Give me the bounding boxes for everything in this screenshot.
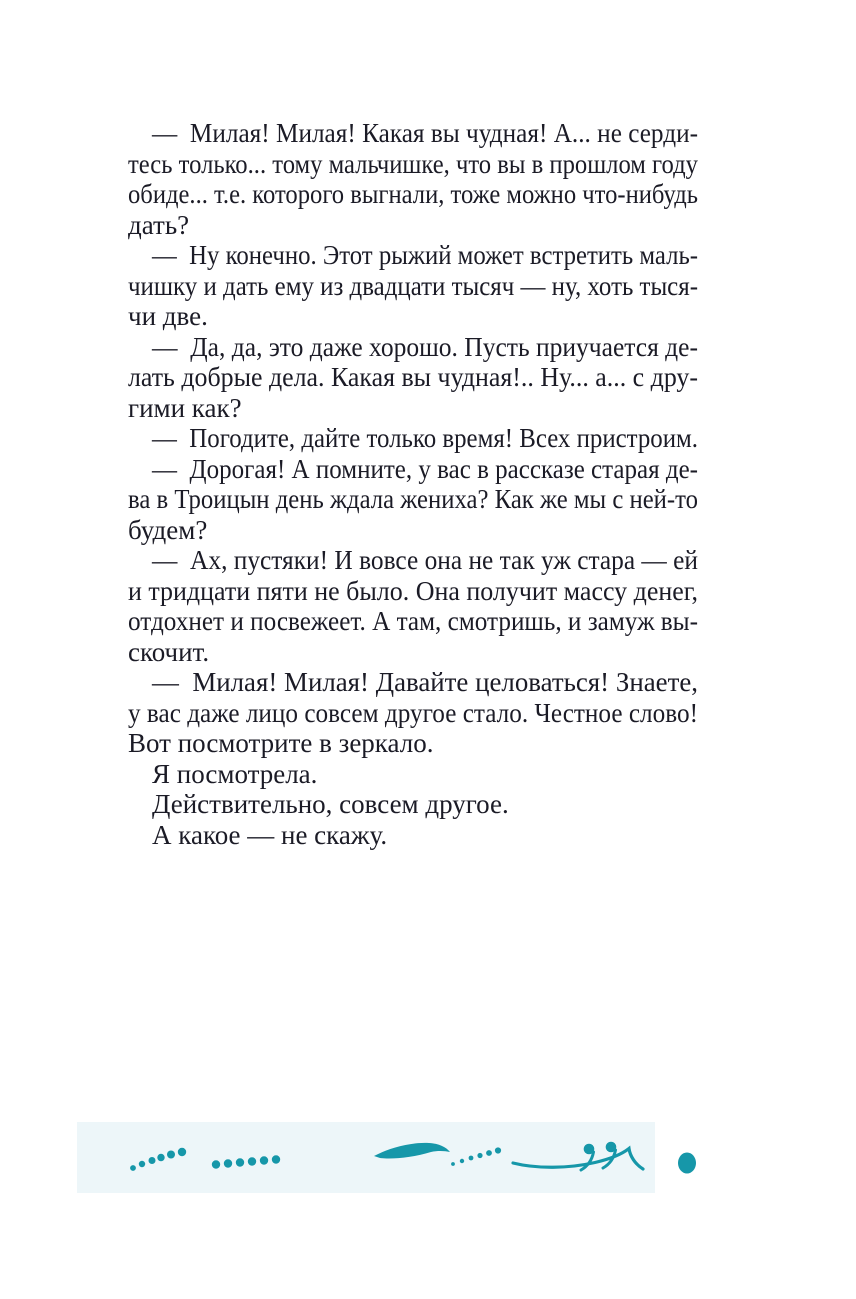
paragraph xyxy=(128,423,698,454)
dotted-row-icon xyxy=(212,1155,280,1168)
paragraph xyxy=(128,454,698,546)
text-line: у вас даже лицо совсем другое стало. Честное слово! xyxy=(128,697,698,728)
text-line: — Милая! Милая! Какая вы чудная! А... не серди- xyxy=(152,118,698,148)
dotted-arc-icon xyxy=(130,1148,186,1171)
paragraph xyxy=(128,789,698,820)
paragraph xyxy=(128,332,698,424)
paragraph xyxy=(128,118,698,240)
text-line: скочит. xyxy=(128,636,210,667)
text-line: чишку и дать ему из двадцати тысяч — ну, хоть тыся- xyxy=(128,270,698,301)
text-line: Я посмотрела. xyxy=(152,758,318,789)
text-line: Вот посмотрите в зеркало. xyxy=(128,728,434,758)
paragraph xyxy=(128,545,698,667)
text-line: и тридцати пяти не было. Она получит массу денег, xyxy=(128,575,698,606)
text-line: дать? xyxy=(128,209,190,240)
leaf-swash-icon xyxy=(374,1143,450,1159)
text-line: — Ах, пустяки! И вовсе она не так уж стара — ей xyxy=(152,545,698,575)
text-line: Действительно, совсем другое. xyxy=(152,789,509,819)
divider-flourish-icon xyxy=(77,1122,655,1193)
paragraph xyxy=(128,240,698,332)
text-line: гими как? xyxy=(128,392,242,423)
text-line: обиде... т.е. которого выгнали, тоже можно что-нибудь xyxy=(128,179,698,209)
text-line: — Погодите, дайте только время! Всех пристроим. xyxy=(152,423,698,453)
dotted-rise-icon xyxy=(451,1147,501,1166)
page-text xyxy=(128,118,698,850)
text-line: отдохнет и посвежеет. А там, смотришь, и замуж вы- xyxy=(128,606,698,636)
divider-strip xyxy=(77,1122,655,1193)
text-line: лать добрые дела. Какая вы чудная!.. Ну... а... с дру- xyxy=(128,362,698,392)
text-line: — Дорогая! А помните, у вас в рассказе старая де- xyxy=(152,453,698,484)
paragraph xyxy=(128,759,698,790)
swash-icon xyxy=(513,1149,643,1170)
text-line: тесь только... тому мальчишке, что вы в прошлом году xyxy=(128,148,698,179)
end-dot-icon xyxy=(676,1151,698,1175)
text-line: будем? xyxy=(128,514,208,545)
text-line: ва в Троицын день ждала жениха? Как же мы с ней-то xyxy=(128,484,698,514)
text-line: — Да, да, это даже хорошо. Пусть приучается де- xyxy=(152,331,698,362)
paragraph xyxy=(128,667,698,759)
paragraph xyxy=(128,820,698,851)
double-quote-icon xyxy=(581,1142,616,1170)
text-line: чи две. xyxy=(128,301,208,331)
text-line: А какое — не скажу. xyxy=(152,819,388,850)
text-line: — Милая! Милая! Давайте целоваться! Знаете, xyxy=(152,667,698,697)
text-line: — Ну конечно. Этот рыжий может встретить маль- xyxy=(152,240,698,270)
